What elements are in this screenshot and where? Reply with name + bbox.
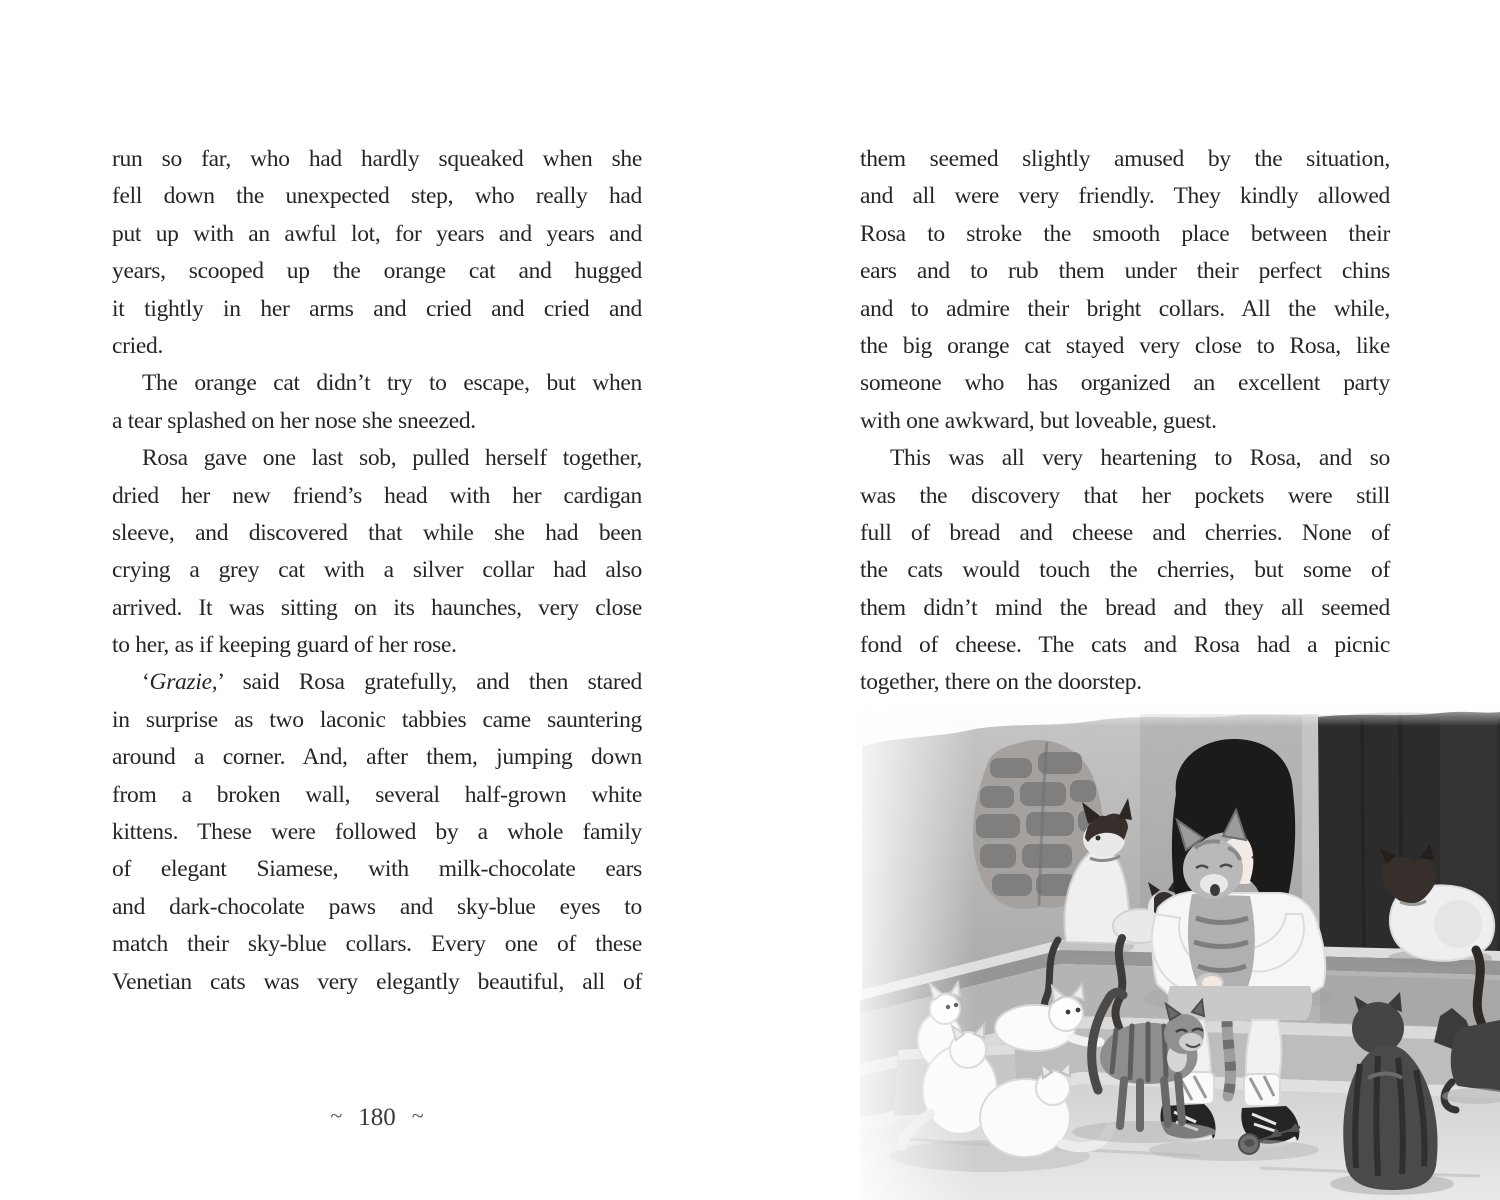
paragraph [860,440,1390,702]
text-line: around a corner. And, after them, jumping down [112,744,642,771]
text-line: sleeve, and discovered that while she had been [112,519,642,546]
text-line: full of bread and cheese and cherries. None of [860,519,1390,546]
text-line: put up with an awful lot, for years and years and [112,220,642,247]
text-line: Rosa gave one last sob, pulled herself together, [142,445,642,472]
text-line: years, scooped up the orange cat and hugged [112,258,642,285]
text-line: in surprise as two laconic tabbies came sauntering [112,706,642,733]
folio-ornament-right: ~ [411,1103,424,1128]
feet-shadow [1149,1139,1319,1161]
text-line: with one awkward, but loveable, guest. [860,407,1217,434]
page-number [112,1104,642,1132]
text-line: to her, as if keeping guard of her rose. [112,632,457,659]
text-line: someone who has organized an excellent party [860,370,1390,397]
left-edge-fade [840,698,975,1200]
text-line: Rosa to stroke the smooth place between their [860,220,1390,247]
text-line: The orange cat didn’t try to escape, but when [142,370,642,397]
text-line: the cats would touch the cherries, but some of [860,557,1390,584]
text-line: arrived. It was sitting on its haunches, very close [112,594,642,621]
text-line: and dark-chocolate paws and sky-blue eyes to [112,893,642,920]
text-line: fell down the unexpected step, who really had [112,183,642,210]
text-line: from a broken wall, several half-grown white [112,781,642,808]
siamese-haunch [1434,900,1482,948]
cat-head [1352,1002,1404,1054]
text-line: dried her new friend’s head with her cardigan [112,482,642,509]
text-line: Venetian cats was very elegantly beautiful, all of [112,968,642,995]
text-line: together, there on the doorstep. [860,669,1142,696]
text-line: them didn’t mind the bread and they all seemed [860,594,1390,621]
text-line: of elegant Siamese, with milk-chocolate ears [112,856,642,883]
paragraph [860,141,1390,440]
left-page-text [112,141,642,1001]
tabby-muzzle [1179,1033,1203,1051]
paragraph [112,440,642,664]
cat-body [1451,1020,1500,1092]
text-line: match their sky-blue collars. Every one of these [112,931,642,958]
held-cat-mouth [1210,884,1220,896]
paragraph [112,141,642,365]
text-line: and to admire their bright collars. All the while, [860,295,1390,322]
text-line: was the discovery that her pockets were still [860,482,1390,509]
text-line: and all were very friendly. They kindly allowed [860,183,1390,210]
right-page-text [860,141,1390,702]
illustration-rosa-and-cats [840,698,1500,1200]
text-line: fond of cheese. The cats and Rosa had a picnic [860,632,1390,659]
text-line: crying a grey cat with a silver collar had also [112,557,642,584]
paragraph [112,365,642,440]
top-edge-fade [840,698,1500,726]
text-line: kittens. These were followed by a whole family [112,819,642,846]
text-line: a tear splashed on her nose she sneezed. [112,407,476,434]
folio-ornament-left: ~ [330,1103,343,1128]
paragraph [112,664,642,1001]
text-line: ears and to rub them under their perfect chins [860,258,1390,285]
folio-number: 180 [358,1104,396,1131]
text-line: cried. [112,332,164,359]
text-line: them seemed slightly amused by the situation, [860,146,1390,172]
text-line: the big orange cat stayed very close to Rosa, like [860,332,1390,359]
text-line: run so far, who had hardly squeaked when she [112,146,642,172]
text-line: ‘Grazie,’ said Rosa gratefully, and then stared [142,669,642,696]
text-line: This was all very heartening to Rosa, and so [890,445,1390,472]
text-line: it tightly in her arms and cried and cried and [112,295,642,322]
siamese-eye [1096,836,1101,841]
